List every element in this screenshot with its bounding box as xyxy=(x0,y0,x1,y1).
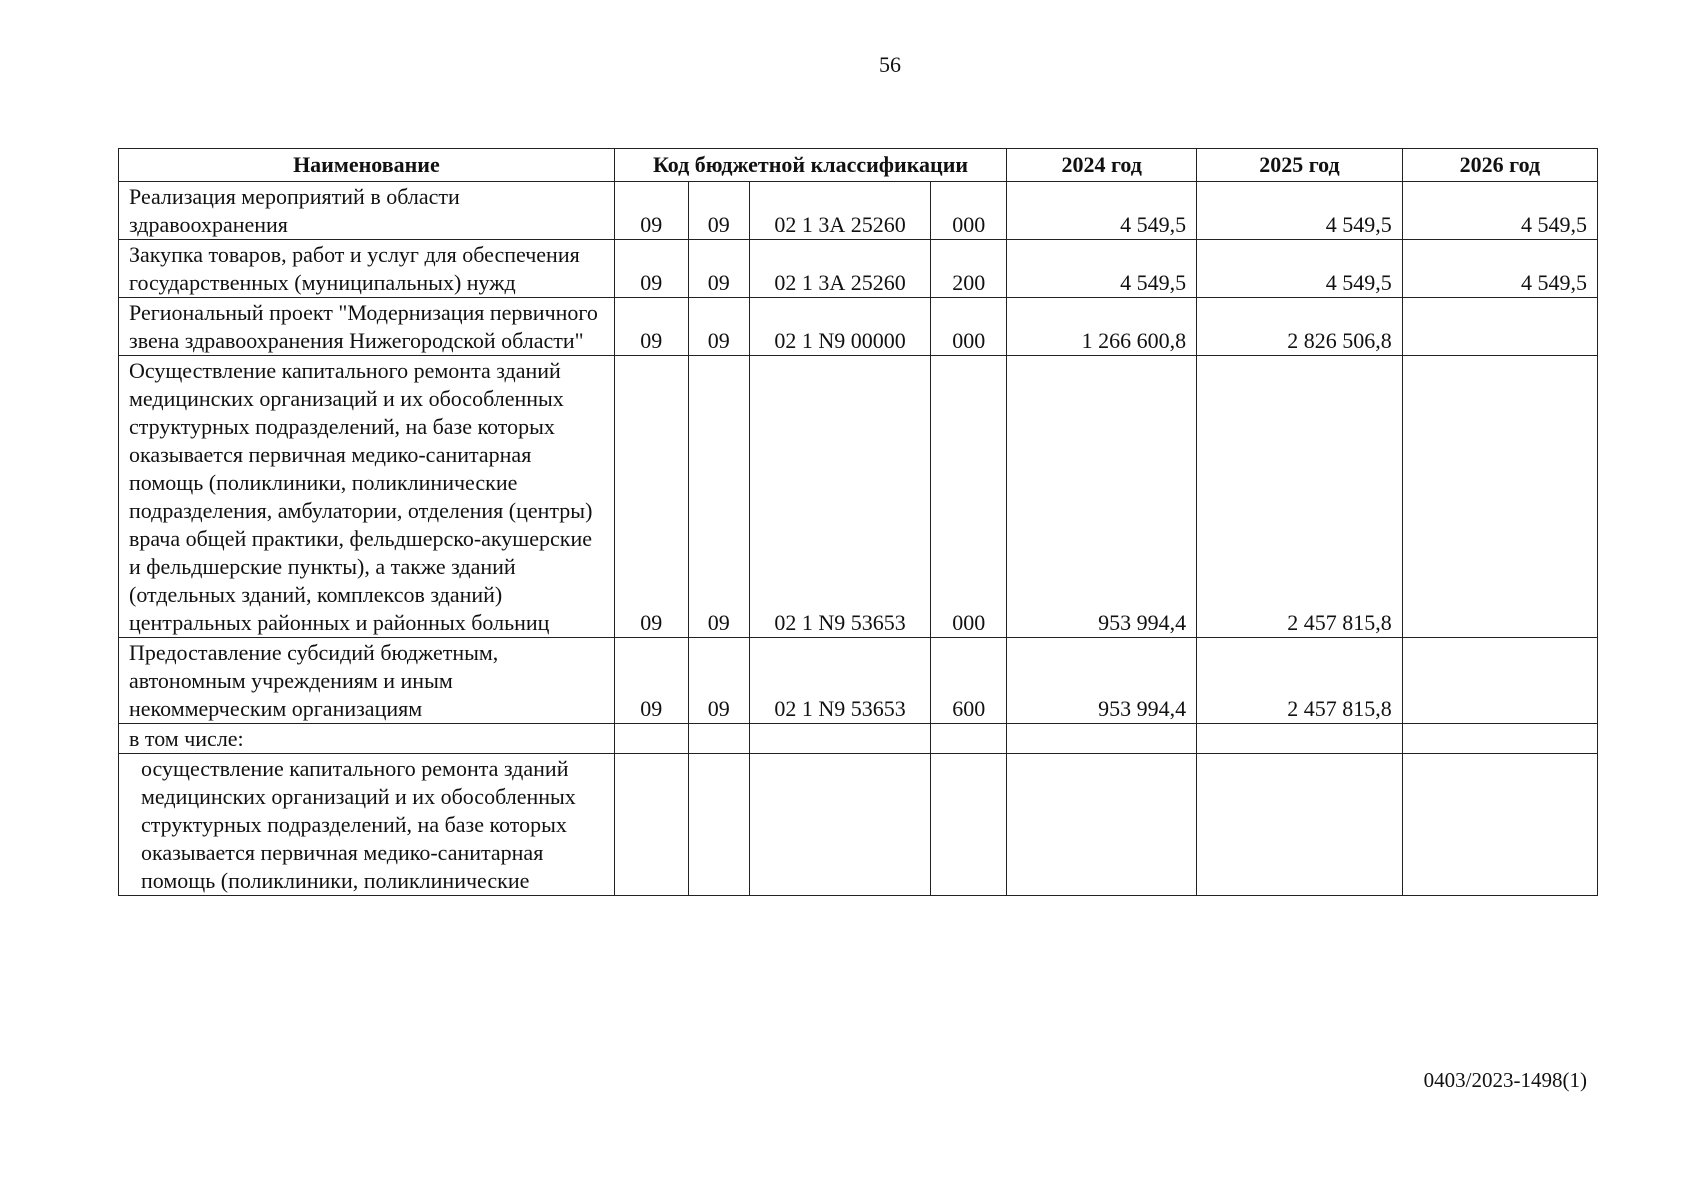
row-amount-2024: 953 994,4 xyxy=(1007,356,1197,638)
row-name: Предоставление субсидий бюджетным, автономным учреждениям и иным некоммерческим организациям xyxy=(119,638,615,724)
table-row xyxy=(119,182,1598,240)
document-code: 0403/2023-1498(1) xyxy=(1423,1068,1587,1092)
row-name: Закупка товаров, работ и услуг для обеспечения государственных (муниципальных) нужд xyxy=(119,240,615,298)
row-amount-2025 xyxy=(1197,754,1403,896)
row-section-code: 09 xyxy=(614,240,688,298)
row-subsection-code xyxy=(688,724,749,754)
row-amount-2024 xyxy=(1007,754,1197,896)
row-section-code: 09 xyxy=(614,356,688,638)
row-amount-2026 xyxy=(1402,638,1597,724)
table-row xyxy=(119,638,1598,724)
row-amount-2026 xyxy=(1402,754,1597,896)
row-amount-2026 xyxy=(1402,724,1597,754)
page-number: 56 xyxy=(879,52,901,77)
row-expense-type-code xyxy=(931,724,1007,754)
row-amount-2024: 4 549,5 xyxy=(1007,182,1197,240)
row-target-article-code: 02 1 3А 25260 xyxy=(749,182,930,240)
row-amount-2025: 2 457 815,8 xyxy=(1197,356,1403,638)
row-name: Осуществление капитального ремонта зданий медицинских организаций и их обособленных структурных подразделений, на базе которых оказывается первичная медико-санитарная помощь (поликлиники, поликлинические подразделения, амбулатории, отделения (центры) врача общей практики, фельдшерско-акушерские и фельдшерские пункты), а также зданий (отдельных зданий, комплексов зданий) центральных районных и районных больниц xyxy=(119,356,615,638)
row-section-code: 09 xyxy=(614,298,688,356)
header-budget-code: Код бюджетной классификации xyxy=(614,149,1006,182)
row-name: в том числе: xyxy=(119,724,615,754)
header-name: Наименование xyxy=(119,149,615,182)
row-amount-2024 xyxy=(1007,724,1197,754)
table-header-row xyxy=(119,149,1598,182)
table-row xyxy=(119,724,1598,754)
row-section-code xyxy=(614,754,688,896)
budget-table xyxy=(118,148,1598,896)
table-row xyxy=(119,356,1598,638)
row-target-article-code: 02 1 N9 53653 xyxy=(749,638,930,724)
row-name: осуществление капитального ремонта зданий медицинских организаций и их обособленных структурных подразделений, на базе которых оказывается первичная медико-санитарная помощь (поликлиники, поликлинические xyxy=(119,754,615,896)
row-amount-2024: 953 994,4 xyxy=(1007,638,1197,724)
row-target-article-code xyxy=(749,754,930,896)
row-target-article-code: 02 1 N9 53653 xyxy=(749,356,930,638)
row-subsection-code: 09 xyxy=(688,298,749,356)
row-expense-type-code: 000 xyxy=(931,356,1007,638)
row-subsection-code: 09 xyxy=(688,356,749,638)
row-expense-type-code: 000 xyxy=(931,298,1007,356)
row-amount-2025 xyxy=(1197,724,1403,754)
row-amount-2024: 4 549,5 xyxy=(1007,240,1197,298)
table-row xyxy=(119,754,1598,896)
row-amount-2025: 2 826 506,8 xyxy=(1197,298,1403,356)
header-2024: 2024 год xyxy=(1007,149,1197,182)
row-section-code: 09 xyxy=(614,182,688,240)
row-target-article-code xyxy=(749,724,930,754)
row-target-article-code: 02 1 3А 25260 xyxy=(749,240,930,298)
row-target-article-code: 02 1 N9 00000 xyxy=(749,298,930,356)
row-section-code xyxy=(614,724,688,754)
row-expense-type-code: 600 xyxy=(931,638,1007,724)
row-amount-2025: 4 549,5 xyxy=(1197,182,1403,240)
row-amount-2026: 4 549,5 xyxy=(1402,240,1597,298)
row-amount-2025: 4 549,5 xyxy=(1197,240,1403,298)
row-amount-2026 xyxy=(1402,298,1597,356)
row-subsection-code xyxy=(688,754,749,896)
row-amount-2024: 1 266 600,8 xyxy=(1007,298,1197,356)
row-name: Региональный проект "Модернизация первичного звена здравоохранения Нижегородской области" xyxy=(119,298,615,356)
row-subsection-code: 09 xyxy=(688,638,749,724)
row-subsection-code: 09 xyxy=(688,182,749,240)
row-amount-2026 xyxy=(1402,356,1597,638)
row-section-code: 09 xyxy=(614,638,688,724)
header-2026: 2026 год xyxy=(1402,149,1597,182)
table-row xyxy=(119,298,1598,356)
row-subsection-code: 09 xyxy=(688,240,749,298)
row-name: Реализация мероприятий в области здравоохранения xyxy=(119,182,615,240)
row-expense-type-code xyxy=(931,754,1007,896)
row-amount-2026: 4 549,5 xyxy=(1402,182,1597,240)
table-row xyxy=(119,240,1598,298)
row-expense-type-code: 200 xyxy=(931,240,1007,298)
header-2025: 2025 год xyxy=(1197,149,1403,182)
row-amount-2025: 2 457 815,8 xyxy=(1197,638,1403,724)
row-expense-type-code: 000 xyxy=(931,182,1007,240)
